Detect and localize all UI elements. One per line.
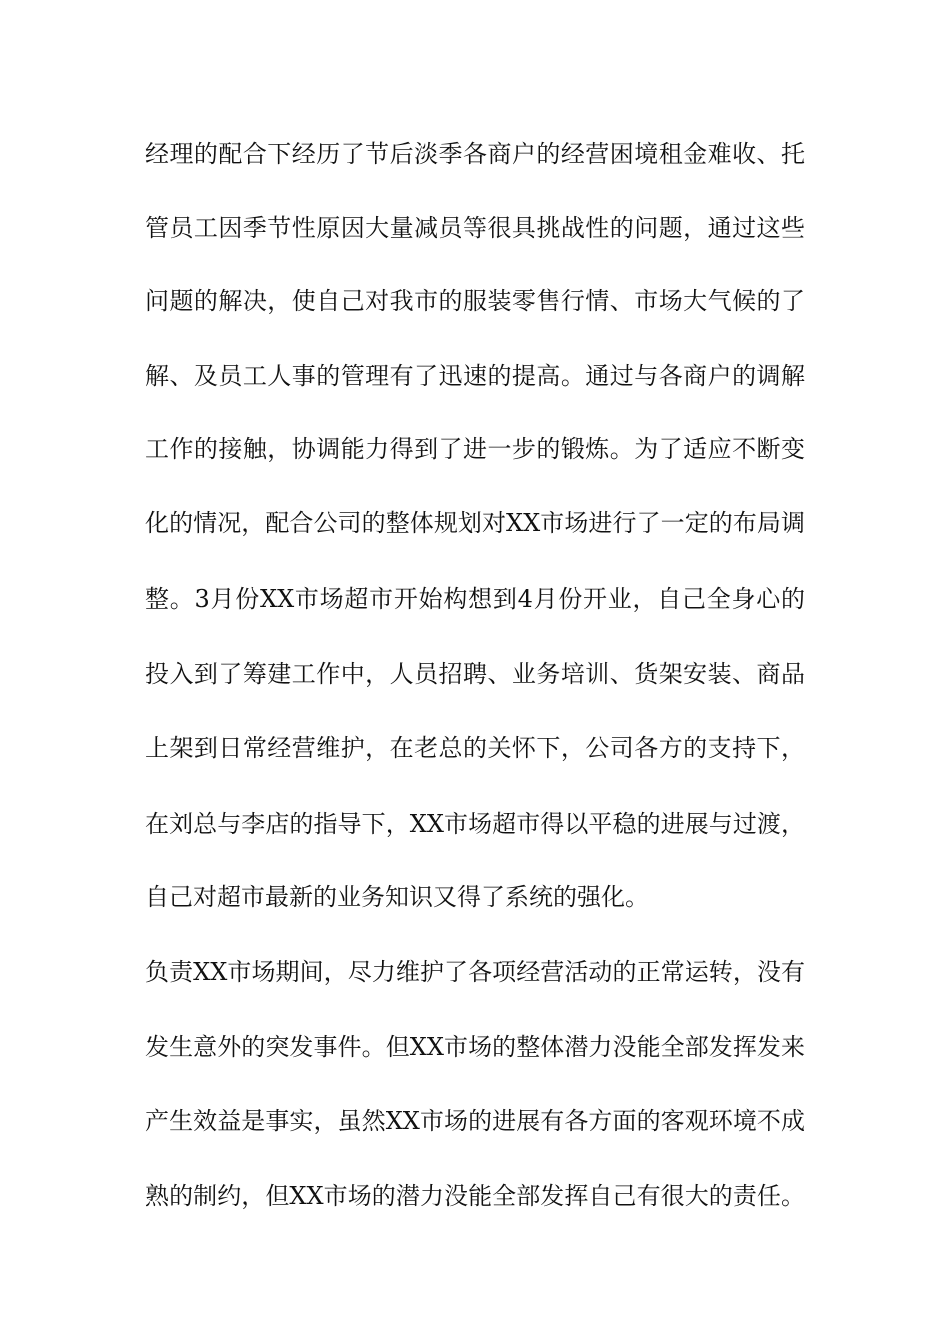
paragraph-1-line-5: 工作的接触，协调能力得到了进一步的锻炼。为了适应不断变 bbox=[145, 435, 805, 463]
paragraph-1-line-2: 管员工因季节性原因大量减员等很具挑战性的问题，通过这些 bbox=[145, 214, 805, 242]
paragraph-1-line-4: 解、及员工人事的管理有了迅速的提高。通过与各商户的调解 bbox=[145, 362, 805, 390]
paragraph-1-line-3: 问题的解决，使自己对我市的服装零售行情、市场大气候的了 bbox=[145, 287, 805, 315]
paragraph-1-line-10: 在刘总与李店的指导下，XX市场超市得以平稳的进展与过渡， bbox=[145, 810, 805, 838]
paragraph-1-line-7: 整。3月份XX市场超市开始构想到4月份开业，自己全身心的 bbox=[145, 585, 805, 613]
paragraph-1-line-8: 投入到了筹建工作中，人员招聘、业务培训、货架安装、商品 bbox=[145, 660, 805, 688]
paragraph-1-line-9: 上架到日常经营维护，在老总的关怀下，公司各方的支持下， bbox=[145, 734, 805, 762]
paragraph-2-line-1: 负责XX市场期间，尽力维护了各项经营活动的正常运转，没有 bbox=[145, 958, 805, 986]
paragraph-2-line-2: 发生意外的突发事件。但XX市场的整体潜力没能全部发挥发来 bbox=[145, 1033, 805, 1061]
paragraph-1-line-1: 经理的配合下经历了节后淡季各商户的经营困境租金难收、托 bbox=[145, 140, 805, 168]
paragraph-1-line-11: 自己对超市最新的业务知识又得了系统的强化。 bbox=[145, 883, 649, 911]
paragraph-2-line-3: 产生效益是事实，虽然XX市场的进展有各方面的客观环境不成 bbox=[145, 1107, 805, 1135]
paragraph-2-line-4: 熟的制约，但XX市场的潜力没能全部发挥自己有很大的责任。 bbox=[145, 1182, 805, 1210]
paragraph-1-line-6: 化的情况，配合公司的整体规划对XX市场进行了一定的布局调 bbox=[145, 509, 805, 537]
